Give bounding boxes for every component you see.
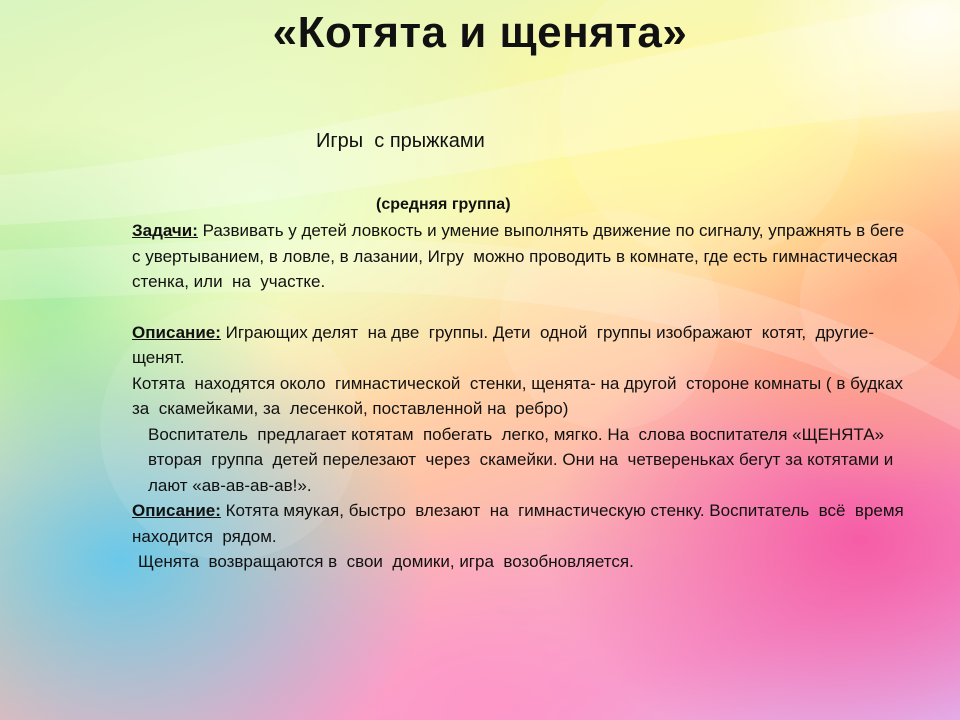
description-text-2: Котята мяукая, быстро влезают на гимнастическую стенку. Воспитатель всё время находится рядом. [132, 501, 914, 546]
page-title: «Котята и щенята» [272, 8, 688, 57]
tasks-text: Развивать у детей ловкость и умение выполнять движение по сигналу, упражнять в беге с увертыванием, в ловле, в лазании, Игру можно проводить в комнате, где есть гимнастическая стенка, или на участке. [132, 221, 909, 291]
body-text [86, 218, 916, 575]
tasks-paragraph [86, 218, 916, 295]
description-paragraph-1 [86, 320, 916, 371]
subtitle: Игры с прыжками [316, 130, 485, 152]
kittens-paragraph: Котята находятся около гимнастической стенки, щенята- на другой стороне комнаты ( в будках за скамейками, за лесенкой, поставленной на ребро) [132, 373, 908, 418]
description-label-1: Описание: [132, 322, 221, 342]
tasks-label: Задачи: [132, 221, 198, 240]
puppies-paragraph: Щенята возвращаются в свои домики, игра возобновляется. [138, 552, 634, 571]
description-label-2: Описание: [132, 501, 221, 520]
description-text-1: Играющих делят на две группы. Дети одной группы изображают котят, другие- щенят. [132, 322, 879, 367]
description-paragraph-2 [86, 498, 916, 549]
teacher-paragraph: Воспитатель предлагает котятам побегать легко, мягко. На слова воспитателя «ЩЕНЯТА» вторая группа детей перелезают через скамейки. Они на четвереньках бегут за котятами и лают «ав-ав-ав-ав!». [148, 424, 903, 495]
paragraph-spacer [86, 295, 916, 320]
group-label: (средняя группа) [376, 196, 511, 213]
